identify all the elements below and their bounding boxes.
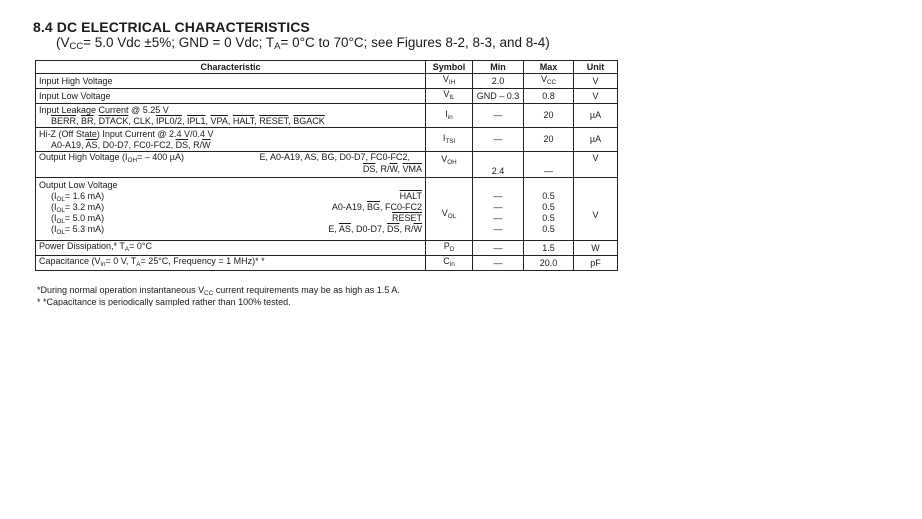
max-cell: 20: [524, 128, 574, 152]
table-header-row: [36, 61, 618, 74]
min-cell: —: [473, 104, 524, 128]
pin-list: A0-A19, $\overline{BG}$, FC0-FC2: [331, 202, 422, 212]
min-value: —: [493, 191, 503, 201]
symbol-cell: $V_{IH}$: [426, 74, 473, 89]
max-cell: 1.5: [524, 241, 574, 256]
table-row: [36, 128, 618, 152]
max-value: 0.5: [542, 213, 555, 223]
pin-list: A0-A19, $\overline{AS}$, D0-D7, FC0-FC2, $\overline{DS}$, $R/\overline{W}$: [51, 139, 211, 150]
header-min: Min: [473, 61, 524, 74]
section-heading: 8.4 DC ELECTRICAL CHARACTERISTICS: [33, 19, 310, 35]
symbol-cell: $V_{OL}$: [426, 178, 473, 241]
characteristic-cell: Input Low Voltage: [36, 89, 426, 104]
unit-cell: W: [574, 241, 618, 256]
characteristic-cell: [36, 178, 426, 241]
dc-characteristics-table: [35, 60, 618, 271]
test-condition: ($I_{OL}= 1.6$ mA): [51, 191, 105, 203]
table-row: [36, 256, 618, 271]
test-condition: ($I_{OL}= 3.2$ mA): [51, 202, 105, 214]
min-value: —: [493, 202, 503, 212]
unit-cell: V: [574, 152, 618, 178]
max-value: 0.5: [542, 202, 555, 212]
characteristic-label: Input Leakage Current @ 5.25 V: [39, 104, 169, 115]
unit-cell: µA: [574, 128, 618, 152]
symbol-cell: $V_{OH}$: [426, 152, 473, 178]
min-value: —: [493, 213, 503, 223]
min-cell: GND – 0.3: [473, 89, 524, 104]
pin-list: E, $\overline{AS}$, D0-D7, $\overline{DS}$, $R/\overline{W}$: [328, 224, 422, 234]
min-cell: 2.4: [473, 152, 524, 178]
characteristic-cell: [36, 128, 426, 152]
min-cell: 2.0: [473, 74, 524, 89]
header-max: Max: [524, 61, 574, 74]
min-cell: —: [473, 241, 524, 256]
characteristic-label: Output Low Voltage: [39, 180, 118, 190]
table-row: [36, 152, 618, 178]
max-value: 0.5: [542, 224, 555, 234]
characteristic-cell: Power Dissipation,* $T_A= 0^\circ C$: [36, 241, 426, 256]
characteristic-cell: Input High Voltage: [36, 74, 426, 89]
symbol-cell: $I_{in}$: [426, 104, 473, 128]
unit-cell: V: [574, 89, 618, 104]
unit-cell: µA: [574, 104, 618, 128]
symbol-cell: $V_{IL}$: [426, 89, 473, 104]
unit-cell: V: [574, 178, 618, 241]
min-value: —: [493, 224, 503, 234]
symbol-cell: $I_{TSI}$: [426, 128, 473, 152]
max-cell: $V_{CC}$: [524, 74, 574, 89]
max-cell: [524, 178, 574, 241]
max-cell: 0.8: [524, 89, 574, 104]
characteristic-label: Hi-Z (Off State) Input Current @ 2.4 V/0.4 V: [39, 128, 214, 139]
min-cell: —: [473, 256, 524, 271]
table-row: [36, 178, 618, 241]
characteristic-label: Output High Voltage ($I_{OH}= - 400$ µA): [39, 152, 184, 164]
footnote-capacitance: * *Capacitance is periodically sampled rather than 100% tested.: [37, 297, 291, 306]
min-cell: —: [473, 128, 524, 152]
symbol-cell: $P_D$: [426, 241, 473, 256]
max-cell: 20: [524, 104, 574, 128]
unit-cell: V: [574, 74, 618, 89]
pin-list: E, A0-A19, AS, BG, D0-D7, FC0-FC2,: [259, 152, 410, 162]
pin-list: HALT: [399, 191, 422, 201]
table-row: [36, 104, 618, 128]
test-condition: ($I_{OL}= 5.0$ mA): [51, 213, 105, 225]
header-unit: Unit: [574, 61, 618, 74]
footnote-power: *During normal operation instantaneous $V_{CC}$ current requirements may be as high as 1.5 A.: [37, 285, 400, 297]
pin-list: BERR, $\overline{BR}$, DTACK, CLK, IPL0/2, IPL1, $\overline{VPA}$, HALT, RESET, BGACK: [51, 115, 325, 126]
pin-list: $\overline{DS}$, $R/\overline{W}$, $\overline{VMA}$: [362, 164, 422, 174]
max-cell: 20.0: [524, 256, 574, 271]
header-symbol: Symbol: [426, 61, 473, 74]
test-conditions: ($V_{CC}= 5.0$ Vdc ±5%; GND = 0 Vdc; $T_A= 0^\circ C$ to 70°C; see Figures 8-2, 8-3, and 8-4): [56, 35, 550, 52]
table-row: [36, 89, 618, 104]
unit-cell: pF: [574, 256, 618, 271]
header-characteristic: Characteristic: [36, 61, 426, 74]
min-cell: [473, 178, 524, 241]
pin-list: RESET: [391, 213, 422, 223]
test-condition: ($I_{OL}= 5.3$ mA): [51, 224, 105, 236]
max-value: 0.5: [542, 191, 555, 201]
symbol-cell: $C_{in}$: [426, 256, 473, 271]
max-cell: —: [524, 152, 574, 178]
characteristic-cell: [36, 152, 426, 178]
characteristic-cell: Capacitance ($V_{in}= 0$ V, $T_A= 25^\circ C$, Frequency = 1 MHz)* *: [36, 256, 426, 271]
table-row: [36, 241, 618, 256]
characteristic-cell: [36, 104, 426, 128]
table-row: [36, 74, 618, 89]
